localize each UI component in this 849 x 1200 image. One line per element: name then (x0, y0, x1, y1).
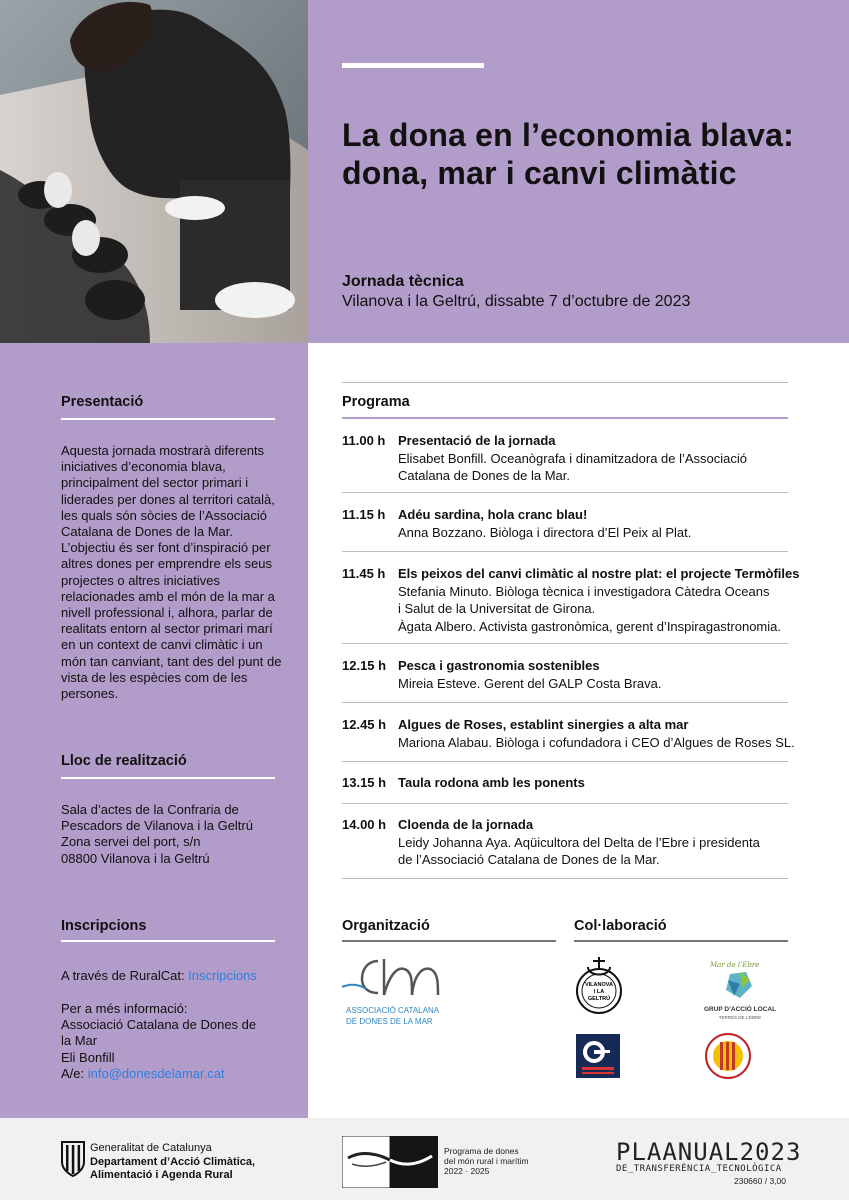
org-name-line: la Mar (61, 1033, 98, 1049)
programa-item-detail: Elisabet Bonfill. Oceanògrafa i dinamitzadora de l’Associació (398, 450, 748, 466)
gencat-line2: Departament d’Acció Climàtica, (90, 1155, 256, 1168)
lloc-line: Zona servei del port, s/n (61, 834, 201, 850)
programa-item-title: Taula rodona amb les ponents (398, 775, 585, 790)
organitzacio-heading: Organització (342, 918, 430, 934)
more-info-label: Per a més informació: (61, 1001, 188, 1016)
lloc-line: Sala d’actes de la Confraria de (61, 802, 239, 817)
email-line (61, 1066, 286, 1082)
org-logo-line1: ASSOCIACIÓ CATALANA (346, 1006, 440, 1015)
programa-item-title: Presentació de la jornada (398, 433, 556, 448)
programa-item-time: 13.15 h (342, 775, 387, 790)
plan-anual-title: PLAANUAL2023 (616, 1138, 802, 1166)
org-logo-line2: DE DONES DE LA MAR (346, 1017, 433, 1026)
programa-item (342, 716, 802, 751)
program-line3: 2022 · 2025 (444, 1166, 490, 1176)
programa-item-title: Pesca i gastronomia sostenibles (398, 658, 600, 673)
gencat-line1: Generalitat de Catalunya (90, 1142, 212, 1154)
collaboracio-rule (574, 940, 788, 942)
programa-dones-logo (342, 1136, 438, 1188)
gal-script: Mar de l’Ebre (710, 961, 760, 969)
title-accent-rule (342, 63, 484, 68)
programa-item (342, 774, 802, 792)
programa-item-rule (342, 803, 788, 804)
presentacio-rule (61, 418, 275, 420)
hero-photo (0, 0, 308, 343)
programa-item-time: 14.00 h (342, 817, 387, 832)
gal-sub: TERRES DE L’EBRE (718, 1015, 762, 1020)
programa-item-detail: de l’Associació Catalana de Dones de la Mar. (398, 852, 660, 867)
programa-item-time: 11.45 h (342, 566, 386, 581)
lloc-address (61, 802, 286, 867)
programa-item-body (398, 716, 802, 751)
contact-name: Eli Bonfill (61, 1049, 115, 1065)
email-label: A/e: (61, 1065, 88, 1081)
programa-item-time: 12.15 h (342, 658, 387, 673)
programa-heading: Programa (342, 394, 410, 410)
inscripcions-contact (61, 1001, 286, 1082)
programa-item-rule (342, 643, 788, 644)
org-name-line: Associació Catalana de Dones de (61, 1017, 257, 1033)
generalitat-logo (60, 1140, 86, 1178)
programa-item-time: 12.45 h (342, 717, 387, 732)
grup-accio-local-logo (700, 958, 780, 1022)
plan-anual-subtitle: DE_TRANSFERÈNCIA_TECNOLÒGICA (616, 1164, 782, 1174)
program-line2: del món rural i marítim (444, 1156, 529, 1166)
programa-item-time: 11.00 h (342, 433, 386, 448)
programa-item-detail: Catalana de Dones de la Mar. (398, 468, 570, 483)
lloc-heading: Lloc de realització (61, 753, 187, 769)
programa-item (342, 816, 802, 869)
plan-code: 230660 / 3,00 (734, 1176, 786, 1186)
programa-item-detail: Àgata Albero. Activista gastronòmica, gerent d’Inspiragastronomia. (398, 618, 781, 634)
gal-name: GRUP D’ACCIÓ LOCAL (703, 1006, 777, 1013)
programa-item-detail: Mariona Alabau. Biòloga i cofundadora i CEO d’Algues de Roses SL. (398, 734, 795, 750)
programa-item-rule (342, 702, 788, 703)
programa-item-rule (342, 492, 788, 493)
programa-item-time: 11.15 h (342, 507, 386, 522)
vng-line3: GELTRÚ (587, 996, 611, 1002)
presentacio-text: Aquesta jornada mostrarà diferents iniciatives d’economia blava, principalment del sector primari i liderades per dones al territori català, les quals són sòcies de l’Associació Catalana de Dones de la Mar. L’objectiu és ser font d’inspiració per altres dones per emprendre els seus projectes o altres iniciatives relacionades amb el món de la mar a nivell professional i, alhora, parlar de realitats entorn al sector primari marí en un context de canvi climàtic i un món tan canviant, tant des del punt de vista de les espècies com de les persones. (61, 443, 282, 702)
programa-item-detail: Mireia Esteve. Gerent del GALP Costa Brava. (398, 675, 662, 691)
programa-accent-rule (342, 417, 788, 419)
programa-item-title: Els peixos del canvi climàtic al nostre plat: el projecte Termòfiles (398, 566, 800, 581)
page-title: La dona en l’economia blava: dona, mar i canvi climàtic (342, 117, 794, 191)
programa-item-rule (342, 878, 788, 879)
university-seal-logo (704, 1032, 752, 1080)
programa-item-rule (342, 761, 788, 762)
gencat-line3: Alimentació i Agenda Rural (90, 1169, 233, 1181)
lloc-line: 08800 Vilanova i la Geltrú (61, 850, 210, 866)
programa-item-body (398, 432, 802, 485)
email-link[interactable]: info@donesdelamar.cat (87, 1065, 225, 1081)
programa-item-title: Algues de Roses, establint sinergies a alta mar (398, 717, 689, 732)
inscripcions-heading: Inscripcions (61, 918, 147, 934)
programa-item-title: Adéu sardina, hola cranc blau! (398, 507, 588, 522)
collaboracio-heading: Col·laboració (574, 918, 667, 934)
dones-de-la-mar-logo (340, 955, 460, 1030)
vng-line1: VILANOVA (584, 982, 614, 988)
programa-item-body (398, 565, 802, 635)
programa-item (342, 432, 802, 485)
programa-item-rule (342, 551, 788, 552)
programa-item-detail: i Salut de la Universitat de Girona. (398, 601, 596, 616)
inscripcions-link[interactable]: Inscripcions (188, 968, 257, 983)
programa-item (342, 565, 802, 635)
programa-item-detail: Leidy Johanna Aya. Aqüicultora del Delta de l’Ebre i presidenta (398, 834, 760, 850)
program-logo-text (444, 1146, 529, 1176)
programa-item-detail: Stefania Minuto. Biòloga tècnica i investigadora Càtedra Oceans (398, 583, 770, 599)
organitzacio-rule (342, 940, 556, 942)
programa-item (342, 657, 802, 692)
programa-item-title: Cloenda de la jornada (398, 817, 534, 832)
programa-item-detail: Anna Bozzano. Biòloga i directora d’El Peix al Plat. (398, 524, 692, 540)
programa-item-body (398, 774, 802, 792)
programa-item-body (398, 816, 802, 869)
galp-logo (576, 1034, 620, 1078)
lloc-line: Pescadors de Vilanova i la Geltrú (61, 818, 253, 834)
inscripcions-via (61, 968, 286, 984)
vng-line2: I LA (593, 989, 605, 995)
presentacio-heading: Presentació (61, 394, 144, 410)
program-line1: Programa de dones (444, 1146, 519, 1156)
programa-item (342, 506, 802, 541)
vilanova-geltru-logo (574, 955, 624, 1023)
programa-item-body (398, 506, 802, 541)
event-type: Jornada tècnica (342, 273, 464, 290)
programa-top-rule (342, 382, 788, 383)
inscripcions-via-label: A través de RuralCat: (61, 968, 189, 983)
inscripcions-rule (61, 940, 275, 942)
lloc-rule (61, 777, 275, 779)
gencat-text (90, 1142, 255, 1183)
programa-item-body (398, 657, 802, 692)
event-place-date: Vilanova i la Geltrú, dissabte 7 d’octubre de 2023 (342, 293, 691, 310)
woman-working-mussels-photo (0, 0, 308, 343)
